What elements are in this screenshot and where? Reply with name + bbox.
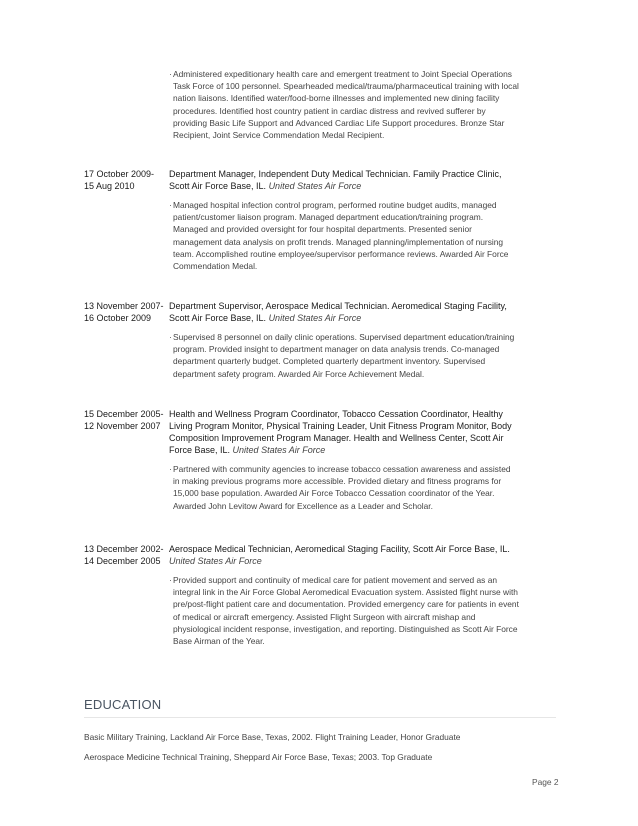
bullet-text: Provided support and continuity of medical care for patient movement and served as an integral link in the Air Force Global Aeromedical Evacuation system. Assisted flight nurse with pre/post-flight patient care and documentation. Provided emergency care for patients in event of medical or aircraft emergency. Assisted Flight Surgeon with aircraft mishap and physiological incident response, investigation, and reporting. Distinguished as Scott Air Force Base Airman of the Year. xyxy=(173,575,519,647)
entry-title xyxy=(169,543,519,567)
entry-position: Aerospace Medical Technician, Aeromedical Staging Facility, Scott Air Force Base, IL. xyxy=(169,544,510,554)
entry-bullet xyxy=(169,574,519,647)
entry-body xyxy=(169,543,519,647)
entry-body xyxy=(169,61,519,141)
bullet-dot: · xyxy=(169,575,172,585)
education-item: Aerospace Medicine Technical Training, Sheppard Air Force Base, Texas; 2003. Top Graduate xyxy=(84,752,433,762)
entry-title xyxy=(169,300,519,324)
entry-position: Department Supervisor, Aerospace Medical Technician. Aeromedical Staging Facility, Scott Air Force Base, IL. xyxy=(169,301,507,323)
bullet-dot: · xyxy=(169,464,172,474)
entry-body xyxy=(169,408,519,512)
entry-body xyxy=(169,300,519,380)
entry-bullet xyxy=(169,199,519,272)
entry-date: 15 December 2005- 12 November 2007 xyxy=(84,409,164,431)
bullet-dot: · xyxy=(169,69,172,79)
entry-position: Department Manager, Independent Duty Medical Technician. Family Practice Clinic, Scott Air Force Base, IL. xyxy=(169,169,502,191)
bullet-text: Managed hospital infection control program, performed routine budget audits, managed patient/customer liaison program. Managed department education/training program. Managed and provided oversight for four hospital departments. Presented senior management data analysis on profit trends. Managed planning/implementation of nursing team. Accomplished routine employee/supervisor performance reviews. Awarded Air Force Commendation Medal. xyxy=(173,200,509,272)
entry-org: United States Air Force xyxy=(232,445,326,455)
entry-bullet xyxy=(169,463,519,512)
section-divider xyxy=(84,717,556,718)
bullet-text: Partnered with community agencies to increase tobacco cessation awareness and assisted in making previous programs more accessible. Provided dietary and fitness programs for 15,000 base population. Awarded Air Force Tobacco Cessation coordinator of the Year. Awarded John Levitow Award for Excellence as a Leader and Scholar. xyxy=(173,464,511,511)
entry-title xyxy=(169,408,519,456)
bullet-dot: · xyxy=(169,200,172,210)
bullet-text: Supervised 8 personnel on daily clinic operations. Supervised department education/training program. Provided insight to department manager on data analysis trends. Co-managed department quarterly budget. Completed quarterly department inventory. Supervised department safety program. Awarded Air Force Achievement Medal. xyxy=(173,332,515,379)
entry-title xyxy=(169,168,519,192)
education-item: Basic Military Training, Lackland Air Force Base, Texas, 2002. Flight Training Leader, Honor Graduate xyxy=(84,732,461,742)
entry-bullet xyxy=(169,331,519,380)
entry-date: 13 December 2002- 14 December 2005 xyxy=(84,544,164,566)
entry-date: 17 October 2009-15 Aug 2010 xyxy=(84,169,155,191)
entry-date: 13 November 2007- 16 October 2009 xyxy=(84,301,164,323)
bullet-text: Administered expeditionary health care and emergent treatment to Joint Special Operations Task Force of 100 personnel. Spearheaded medical/trauma/pharmaceutical training with local nation liaisons. Identified water/food-borne illnesses and implemented new dining facility procedures. Identified host country patient in cardiac distress and revived sufferer by providing Basic Life Support and Advanced Cardiac Life Support procedures. Bronze Star Recipient, Joint Service Commendation Medal Recipient. xyxy=(173,69,519,141)
entry-org: United States Air Force xyxy=(268,313,362,323)
entry-bullet xyxy=(169,68,519,141)
education-heading: EDUCATION xyxy=(84,697,162,712)
bullet-dot: · xyxy=(169,332,172,342)
page-number: Page 2 xyxy=(532,777,559,787)
entry-body xyxy=(169,168,519,272)
entry-position: Health and Wellness Program Coordinator, Tobacco Cessation Coordinator, Healthy Living Program Monitor, Physical Training Leader, Unit Fitness Program Monitor, Body Composition Improvement Program Manager. Health and Wellness Center, Scott Air Force Base, IL. xyxy=(169,409,512,455)
entry-org: United States Air Force xyxy=(169,556,262,566)
entry-org: United States Air Force xyxy=(268,181,362,191)
